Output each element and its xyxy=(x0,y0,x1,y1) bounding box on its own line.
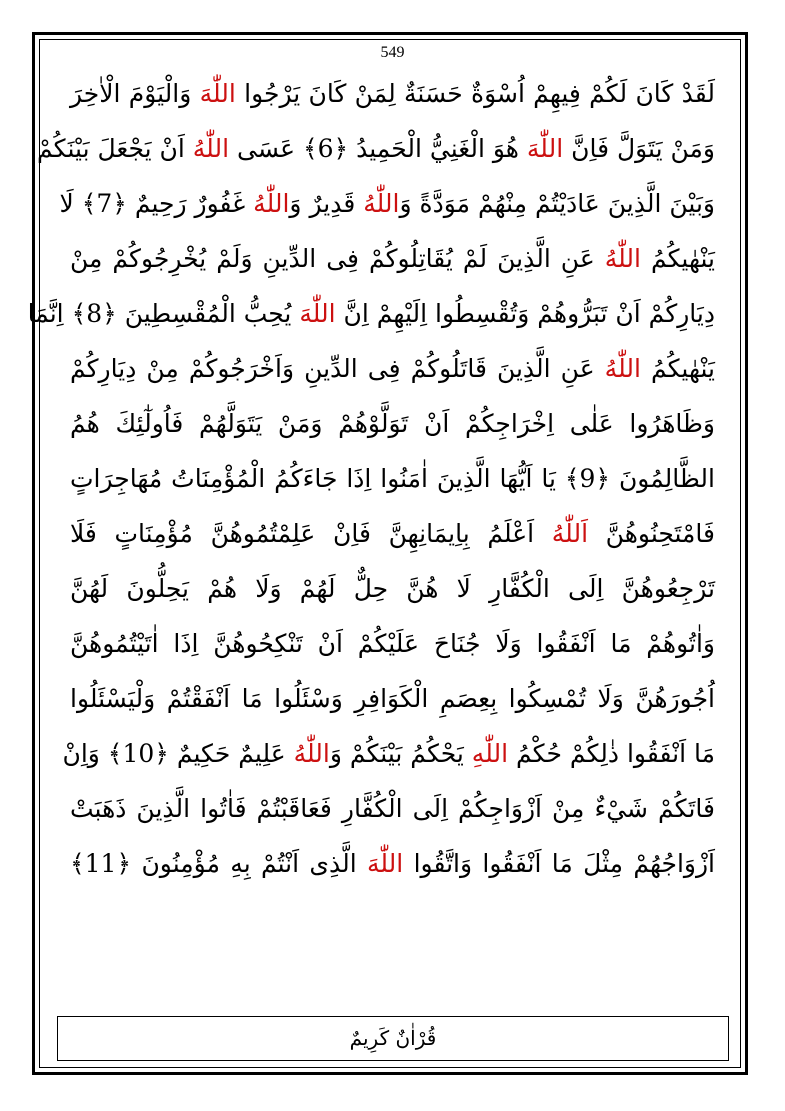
verse-line xyxy=(70,231,715,286)
verse-line xyxy=(70,781,715,836)
verse-line xyxy=(37,121,715,176)
divine-name: اللّٰهَ xyxy=(367,849,404,878)
verse-line xyxy=(27,286,715,341)
divine-name: اللّٰهَ xyxy=(526,134,564,163)
verse-segment: فَاتَكُمْ شَيْءٌ مِنْ اَزْوَاجِكُمْ اِلَى الْكُفَّارِ فَعَاقَبْتُمْ فَاٰتُوا الَّذِينَ ذَهَبَتْ xyxy=(70,794,715,823)
verse-segment: يَنْهٰيكُمُ xyxy=(640,244,715,273)
verse-line xyxy=(70,506,715,561)
verse-line xyxy=(70,836,715,891)
verse-segment: وَالْيَوْمَ الْاٰخِرَ xyxy=(70,79,200,108)
verse-segment: وَاٰتُوهُمْ مَا اَنْفَقُوا وَلَا جُنَاحَ عَلَيْكُمْ اَنْ تَنْكِحُوهُنَّ اِذَا اٰتَيْتُمُوهُنَّ xyxy=(70,629,715,658)
verse-line xyxy=(70,561,715,616)
verse-line xyxy=(70,451,715,506)
divine-name: اللّٰهُ xyxy=(293,739,330,768)
verse-segment: غَفُورٌ رَحِيمٌ ﴿7﴾ لَا xyxy=(59,189,254,218)
verse-segment: عَنِ الَّذِينَ قَاتَلُوكُمْ فِى الدِّينِ وَاَخْرَجُوكُمْ مِنْ دِيَارِكُمْ xyxy=(70,354,605,383)
verse-line xyxy=(62,726,715,781)
divine-name: اللّٰهُ xyxy=(253,189,290,218)
divine-name: اللّٰهَ xyxy=(299,299,336,328)
verse-line xyxy=(70,671,715,726)
verse-line xyxy=(70,341,715,396)
verse-segment: اُجُورَهُنَّ وَلَا تُمْسِكُوا بِعِصَمِ الْكَوَافِرِ وَسْئَلُوا مَا اَنْفَقْتُمْ وَلْيَسْئَلُوا xyxy=(70,684,715,713)
divine-name: اللّٰهُ xyxy=(604,244,641,273)
divine-name: اللّٰهُ xyxy=(604,354,641,383)
divine-name: اللّٰهُ xyxy=(363,189,400,218)
verse-segment: قَدِيرٌ وَ xyxy=(289,189,364,218)
verse-segment: وَظَاهَرُوا عَلٰى اِخْرَاجِكُمْ اَنْ تَوَلَّوْهُمْ وَمَنْ يَتَوَلَّهُمْ فَاُولٰٓئِكَ هُمُ xyxy=(70,409,715,438)
verse-segment: يَحْكُمُ بَيْنَكُمْ وَ xyxy=(329,739,472,768)
page-number: 549 xyxy=(380,44,405,61)
verse-line xyxy=(70,66,715,121)
verse-segment: وَمَنْ يَتَوَلَّ فَاِنَّ xyxy=(563,134,715,163)
verse-line xyxy=(59,176,715,231)
verse-segment: فَامْتَحِنُوهُنَّ xyxy=(588,519,715,548)
verse-segment: اَعْلَمُ بِاِيمَانِهِنَّ فَاِنْ عَلِمْتُمُوهُنَّ مُؤْمِنَاتٍ فَلَا xyxy=(70,519,552,548)
verse-segment: اَنْ يَجْعَلَ بَيْنَكُمْ xyxy=(37,134,193,163)
divine-name: اللّٰهِ xyxy=(471,739,509,768)
footer-title: قُرْاٰنٌ كَرِيمٌ xyxy=(349,1026,437,1050)
verse-segment: وَبَيْنَ الَّذِينَ عَادَيْتُمْ مِنْهُمْ مَوَدَّةً وَ xyxy=(399,189,715,218)
verse-segment: لَقَدْ كَانَ لَكُمْ فِيهِمْ اُسْوَةٌ حَسَنَةٌ لِمَنْ كَانَ يَرْجُوا xyxy=(235,79,715,108)
divine-name: اللّٰهُ xyxy=(192,134,230,163)
verse-segment: يَنْهٰيكُمُ xyxy=(640,354,715,383)
verse-segment: دِيَارِكُمْ اَنْ تَبَرُّوهُمْ وَتُقْسِطُوا اِلَيْهِمْ اِنَّ xyxy=(335,299,715,328)
divine-name: اللّٰهَ xyxy=(199,79,236,108)
verse-segment: الظَّالِمُونَ ﴿9﴾ يَا اَيُّهَا الَّذِينَ اٰمَنُوا اِذَا جَاءَكُمُ الْمُؤْمِنَاتُ مُهَاجِرَاتٍ xyxy=(70,464,715,493)
verse-segment: اَزْوَاجُهُمْ مِثْلَ مَا اَنْفَقُوا وَاتَّقُوا xyxy=(403,849,715,878)
verse-segment: الَّذِى اَنْتُمْ بِهِ مُؤْمِنُونَ ﴿11﴾ xyxy=(70,849,367,878)
verse-segment: يُحِبُّ الْمُقْسِطِينَ ﴿8﴾ اِنَّمَا xyxy=(27,299,300,328)
verse-segment: عَنِ الَّذِينَ لَمْ يُقَاتِلُوكُمْ فِى الدِّينِ وَلَمْ يُخْرِجُوكُمْ مِنْ xyxy=(70,244,605,273)
verse-segment: تَرْجِعُوهُنَّ اِلَى الْكُفَّارِ لَا هُنَّ حِلٌّ لَهُمْ وَلَا هُمْ يَحِلُّونَ لَهُنَّ xyxy=(70,574,715,603)
divine-name: اَللّٰهُ xyxy=(551,519,589,548)
verse-segment: مَا اَنْفَقُوا ذٰلِكُمْ حُكْمُ xyxy=(508,739,715,768)
verse-segment: هُوَ الْغَنِيُّ الْحَمِيدُ ﴿6﴾ عَسَى xyxy=(229,134,527,163)
verse-segment: عَلِيمٌ حَكِيمٌ ﴿10﴾ وَاِنْ xyxy=(62,739,294,768)
footer-box xyxy=(57,1016,729,1061)
verse-text-block xyxy=(27,66,715,946)
verse-line xyxy=(70,616,715,671)
verse-line xyxy=(70,396,715,451)
